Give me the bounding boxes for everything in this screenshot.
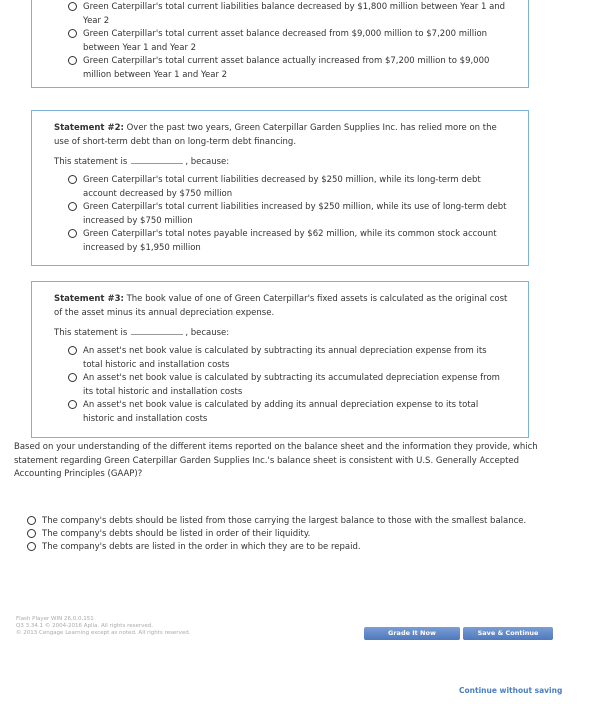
option-text: Green Caterpillar's total current liabilities increased by $250 million, while its use of long-term debt increased by $750 million bbox=[83, 202, 507, 226]
radio-button[interactable] bbox=[27, 542, 36, 551]
footer-info bbox=[16, 616, 190, 637]
statement3-option-1[interactable] bbox=[68, 345, 508, 372]
statement3-body: The book value of one of Green Caterpillar's fixed assets is calculated as the original cost of the asset minus its annual depreciation expense. bbox=[54, 294, 508, 318]
option-text: An asset's net book value is calculated by subtracting its accumulated depreciation expense from its total historic and installation costs bbox=[83, 373, 500, 397]
footer-copyright-aplia: Q3 3.34.1 © 2004-2016 Aplia. All rights reserved. bbox=[16, 623, 153, 629]
statement2-text bbox=[54, 122, 509, 149]
statement3-box bbox=[31, 281, 529, 438]
radio-button[interactable] bbox=[68, 29, 77, 38]
statement3-option-3[interactable] bbox=[68, 399, 508, 426]
footer-copyright-cengage: © 2013 Cengage Learning except as noted. All rights reserved. bbox=[16, 630, 191, 636]
gaap-question-text: Based on your understanding of the different items reported on the balance sheet and the information they provide, which statement regarding Green Caterpillar Garden Supplies Inc.'s balance sheet is consistent with U.S. Generally Accepted Accounting Principles (GAAP)? bbox=[14, 442, 538, 479]
radio-button[interactable] bbox=[68, 56, 77, 65]
statement1-option-3[interactable] bbox=[68, 55, 508, 82]
option-text: The company's debts should be listed from those carrying the largest balance to those with the smallest balance. bbox=[42, 516, 527, 526]
statement2-box bbox=[31, 110, 529, 266]
radio-button[interactable] bbox=[68, 202, 77, 211]
statement1-box bbox=[31, 0, 529, 88]
radio-button[interactable] bbox=[68, 229, 77, 238]
option-text: The company's debts are listed in the order in which they are to be repaid. bbox=[42, 542, 361, 552]
footer-version: Flash Player WIN 26,0,0,151 bbox=[16, 616, 94, 622]
radio-button[interactable] bbox=[68, 373, 77, 382]
statement1-option-2[interactable] bbox=[68, 28, 508, 55]
radio-button[interactable] bbox=[68, 2, 77, 11]
radio-button[interactable] bbox=[27, 516, 36, 525]
statement3-dropdown[interactable] bbox=[131, 325, 183, 335]
option-text: An asset's net book value is calculated by subtracting its annual depreciation expense from its total historic and installation costs bbox=[83, 346, 487, 370]
option-text: Green Caterpillar's total current liabilities balance decreased by $1,800 million between Year 1 and Year 2 bbox=[83, 2, 506, 26]
this-statement-label: This statement is bbox=[54, 328, 128, 338]
statement2-option-2[interactable] bbox=[68, 201, 508, 228]
statement2-option-1[interactable] bbox=[68, 174, 508, 201]
option-text: Green Caterpillar's total notes payable increased by $62 million, while its common stock account increased by $1,950 million bbox=[83, 229, 497, 253]
this-statement-label: This statement is bbox=[54, 157, 128, 167]
statement2-dropdown[interactable] bbox=[131, 154, 183, 164]
option-text: An asset's net book value is calculated by adding its annual depreciation expense to its total historic and installation costs bbox=[83, 400, 479, 424]
radio-button[interactable] bbox=[68, 175, 77, 184]
statement3-label: Statement #3: bbox=[54, 294, 124, 304]
gaap-option-1[interactable] bbox=[27, 515, 567, 529]
option-text: Green Caterpillar's total current asset balance decreased from $9,000 million to $7,200 million between Year 1 and Year 2 bbox=[83, 29, 488, 53]
because-label: , because: bbox=[185, 328, 230, 338]
option-text: Green Caterpillar's total current liabilities decreased by $250 million, while its long-term debt account decreased by $750 million bbox=[83, 175, 481, 199]
statement3-option-2[interactable] bbox=[68, 372, 508, 399]
statement2-option-3[interactable] bbox=[68, 228, 508, 255]
statement3-judgement-line bbox=[54, 325, 229, 339]
option-text: Green Caterpillar's total current asset balance actually increased from $7,200 million to $9,000 million between Year 1 and Year 2 bbox=[83, 56, 490, 80]
statement3-text bbox=[54, 293, 509, 320]
statement2-body: Over the past two years, Green Caterpillar Garden Supplies Inc. has relied more on the use of short-term debt than on long-term debt financing. bbox=[54, 123, 497, 147]
radio-button[interactable] bbox=[68, 400, 77, 409]
gaap-option-3[interactable] bbox=[27, 541, 567, 555]
option-text: The company's debts should be listed in order of their liquidity. bbox=[42, 529, 311, 539]
continue-without-saving-link[interactable]: Continue without saving bbox=[459, 686, 563, 695]
radio-button[interactable] bbox=[27, 529, 36, 538]
gaap-option-2[interactable] bbox=[27, 528, 567, 542]
radio-button[interactable] bbox=[68, 346, 77, 355]
statement2-judgement-line bbox=[54, 154, 229, 168]
save-continue-button[interactable]: Save & Continue bbox=[463, 627, 553, 640]
statement2-label: Statement #2: bbox=[54, 123, 124, 133]
because-label: , because: bbox=[185, 157, 230, 167]
grade-it-now-button[interactable]: Grade It Now bbox=[364, 627, 460, 640]
statement1-option-1[interactable] bbox=[68, 1, 508, 28]
